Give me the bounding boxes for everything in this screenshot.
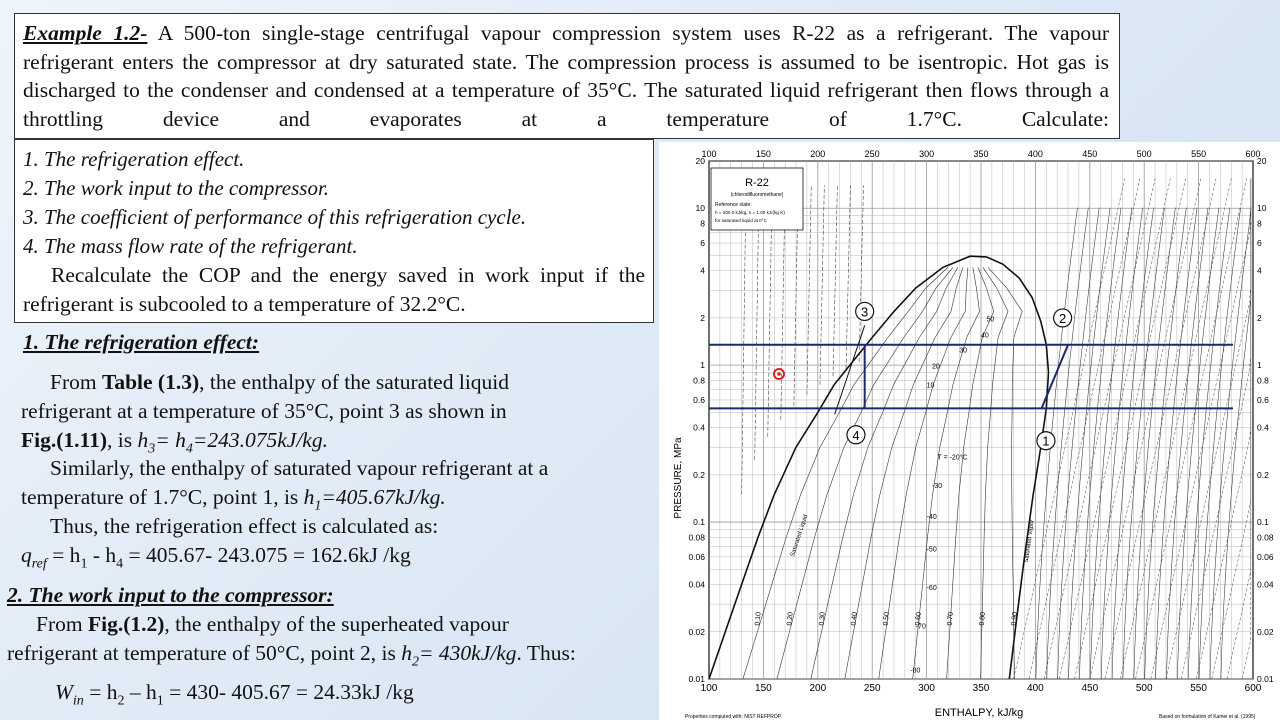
chart-subtitle: (chlorodifluoromethane) <box>730 192 784 198</box>
x-tick-top: 400 <box>1027 149 1043 159</box>
x-tick-top: 300 <box>919 149 935 159</box>
isotherm-label: -60 <box>926 584 937 592</box>
state-point-label: 2 <box>1058 310 1067 326</box>
section-1-title: 1. The refrigeration effect: <box>23 330 260 354</box>
example-label: Example 1.2- <box>23 21 148 45</box>
ref-state-3: for saturated liquid at 0°C <box>715 218 767 223</box>
isotherm-label: 40 <box>981 332 989 340</box>
s1-line-1: From Table (1.3), the enthalpy of the saturated liquid <box>50 370 510 394</box>
y-tick-left: 0.4 <box>693 422 705 433</box>
x-tick-bottom: 150 <box>755 683 772 694</box>
isentrope <box>1075 178 1186 679</box>
isentrope <box>1029 178 1140 679</box>
y-tick-right: 0.04 <box>1257 579 1274 590</box>
y-tick-right: 0.4 <box>1257 422 1269 433</box>
x-tick-bottom: 100 <box>700 683 718 694</box>
isotherm-label: -50 <box>926 546 937 554</box>
isotherm-label: 50 <box>986 316 995 324</box>
quality-line <box>913 267 980 679</box>
s1-line-3: Fig.(1.11), is $h_3= h_4=243.075kJ/kg$. <box>21 428 328 457</box>
isotherm-label: 30 <box>959 347 968 355</box>
x-tick-top: 200 <box>810 149 826 159</box>
x-tick-bottom: 550 <box>1190 683 1207 694</box>
task-1: 1. The refrigeration effect. <box>23 147 245 171</box>
tasks-box <box>14 139 654 323</box>
y-tick-left: 0.02 <box>688 626 705 637</box>
ph-diagram <box>659 142 1280 720</box>
y-tick-left: 0.04 <box>688 579 705 590</box>
s1-line-5: temperature of 1.7°C, point 1, is $h_1=405.67kJ/kg$. <box>21 485 446 514</box>
liquid-isotherm <box>742 185 746 494</box>
quality-label: 0.70 <box>946 611 955 626</box>
y-tick-left: 0.01 <box>688 674 705 684</box>
y-tick-right: 0.2 <box>1257 469 1269 480</box>
problem-body: A 500-ton single-stage centrifugal vapour compression system uses R-22 as a refrigerant. The vapour refrigerant enters the compressor at dry saturated state. The compression process is assumed to be isentropic. Hot gas is discharged to the condenser and condensed at a temperature of 35°C. The saturated liquid refrigerant then flows through a throttling device and evaporates at a temperature of 1.7°C. Calculate: <box>23 21 1109 131</box>
x-tick-bottom: 350 <box>972 683 990 694</box>
isotherm-label: 10 <box>926 382 935 390</box>
state-point-3 <box>856 302 874 320</box>
isotherm-label: T = -20°C <box>937 454 968 462</box>
liquid-isotherm <box>846 185 850 368</box>
footer-left: Properties computed with: NIST REFPROP <box>685 714 782 720</box>
quality-label: 0.50 <box>882 611 891 626</box>
x-tick-bottom: 600 <box>1244 683 1262 694</box>
isentrope <box>1014 178 1125 679</box>
y-tick-left: 2 <box>700 312 705 323</box>
y-tick-left: 10 <box>695 203 705 214</box>
y-tick-right: 20 <box>1257 156 1267 166</box>
x-tick-bottom: 400 <box>1027 683 1044 694</box>
y-tick-left: 0.8 <box>693 375 705 386</box>
quality-label: 0.80 <box>978 611 987 626</box>
pointer-marker-dot <box>777 372 781 376</box>
x-tick-bottom: 500 <box>1135 683 1153 694</box>
isentrope <box>1044 178 1155 679</box>
y-tick-left: 8 <box>700 218 705 229</box>
y-tick-right: 0.1 <box>1257 517 1269 528</box>
isotherm-label: -70 <box>915 623 926 631</box>
sat-liquid-label: Saturated Liquid <box>790 514 810 558</box>
work-input-equation: $W_{in} = h_2 - h_1 = 430-$ 405.67 = 24.33kJ /kg <box>55 680 414 709</box>
liquid-isotherm <box>820 185 824 384</box>
task-2: 2. The work input to the compressor. <box>23 176 330 200</box>
x-tick-bottom: 300 <box>918 683 935 694</box>
isotherm-label: -80 <box>910 667 921 675</box>
state-point-4 <box>847 426 865 444</box>
x-tick-top: 250 <box>864 149 880 159</box>
quality-label: 0.10 <box>754 611 763 626</box>
ref-state-1: Reference state: <box>715 202 752 208</box>
state-point-1 <box>1037 432 1055 450</box>
liquid-isotherm <box>833 185 837 376</box>
x-tick-top: 600 <box>1245 149 1261 159</box>
x-tick-top: 550 <box>1191 149 1207 159</box>
y-axis-label: PRESSURE, MPa <box>673 437 684 519</box>
isentrope <box>1151 178 1251 679</box>
x-tick-bottom: 200 <box>809 683 827 694</box>
y-tick-left: 0.6 <box>693 394 705 405</box>
s2-line-2: refrigerant at temperature of 50°C, point 2, is $h_2= 430kJ/kg$. Thus: <box>7 641 576 670</box>
y-tick-right: 4 <box>1257 265 1262 276</box>
quality-label: 0.60 <box>914 611 923 626</box>
isentrope <box>1227 178 1251 679</box>
x-tick-top: 100 <box>701 149 717 159</box>
sat-vapour-label: Saturated Vapor <box>1023 519 1036 564</box>
chart-legend-box <box>711 168 803 230</box>
chart-name: R-22 <box>745 177 769 189</box>
s1-line-6: Thus, the refrigeration effect is calculated as: <box>50 514 439 538</box>
x-tick-top: 350 <box>973 149 989 159</box>
ph-diagram-svg <box>659 142 1280 720</box>
y-tick-right: 1 <box>1257 360 1262 371</box>
s1-line-2: refrigerant at a temperature of 35°C, point 3 as shown in <box>21 399 507 423</box>
state-point-label: 3 <box>861 304 869 320</box>
y-tick-left: 1 <box>700 360 705 371</box>
y-tick-left: 0.08 <box>688 532 705 543</box>
footer-right: Based on formulation of Kamei et al. (1995) <box>1159 714 1256 720</box>
x-tick-bottom: 250 <box>863 683 881 694</box>
task-3: 3. The coefficient of performance of this refrigeration cycle. <box>23 205 527 229</box>
isotherm <box>1221 208 1251 679</box>
state-point-2 <box>1054 309 1072 327</box>
y-tick-right: 2 <box>1257 312 1262 323</box>
y-tick-right: 8 <box>1257 218 1262 229</box>
isentrope <box>1166 178 1251 679</box>
problem-statement-box <box>14 13 1120 139</box>
y-tick-left: 0.2 <box>693 469 705 480</box>
section-2-title: 2. The work input to the compressor: <box>7 583 334 607</box>
task-4: 4. The mass flow rate of the refrigerant. <box>23 234 358 258</box>
y-tick-left: 20 <box>695 156 705 166</box>
x-tick-top: 150 <box>755 149 771 159</box>
isotherm-label: 20 <box>932 363 940 371</box>
x-tick-bottom: 450 <box>1081 683 1099 694</box>
s1-line-4: Similarly, the enthalpy of saturated vapour refrigerant at a <box>50 456 549 480</box>
liquid-leg <box>835 325 865 414</box>
s2-line-1: From Fig.(1.2), the enthalpy of the superheated vapour <box>36 612 509 636</box>
y-tick-left: 0.1 <box>693 517 705 528</box>
y-tick-right: 0.6 <box>1257 394 1269 405</box>
refrigeration-effect-equation: $q_{ref} = h_1 - h_4 = 405.67-$ 243.075 = 162.6kJ /kg <box>21 543 411 572</box>
x-axis-label: ENTHALPY, kJ/kg <box>934 707 1024 719</box>
y-tick-right: 0.02 <box>1257 626 1274 637</box>
isotherm-label: -40 <box>926 513 937 521</box>
state-point-label: 1 <box>1042 433 1050 449</box>
isentrope <box>1105 178 1216 679</box>
isotherm <box>1210 208 1251 679</box>
quality-label: 0.20 <box>786 611 795 626</box>
y-tick-left: 4 <box>700 265 705 276</box>
state-point-label: 4 <box>852 427 860 443</box>
quality-label: 0.30 <box>818 611 827 626</box>
isotherm <box>1199 208 1241 679</box>
x-tick-top: 450 <box>1082 149 1098 159</box>
y-tick-right: 10 <box>1257 203 1267 214</box>
y-tick-right: 0.01 <box>1257 674 1274 684</box>
isentrope <box>1181 178 1251 679</box>
x-tick-top: 500 <box>1136 149 1152 159</box>
isotherm-label: -30 <box>932 482 943 490</box>
liquid-isotherm <box>807 185 811 394</box>
y-tick-left: 0.06 <box>688 551 705 562</box>
quality-line <box>845 267 963 679</box>
y-tick-right: 0.08 <box>1257 532 1274 543</box>
quality-label: 0.90 <box>1010 611 1019 626</box>
recalculate-text: Recalculate the COP and the energy saved in work input if the refrigerant is subcooled to a temperature of 32.2°C. <box>23 263 645 316</box>
ref-state-2: h = 200.0 kJ/kg, s = 1.00 kJ/(kg·K) <box>715 210 785 215</box>
y-tick-right: 6 <box>1257 238 1262 249</box>
quality-line <box>879 267 968 679</box>
y-tick-right: 0.06 <box>1257 551 1274 562</box>
quality-label: 0.40 <box>850 611 859 626</box>
y-tick-left: 6 <box>700 238 705 249</box>
y-tick-right: 0.8 <box>1257 375 1269 386</box>
